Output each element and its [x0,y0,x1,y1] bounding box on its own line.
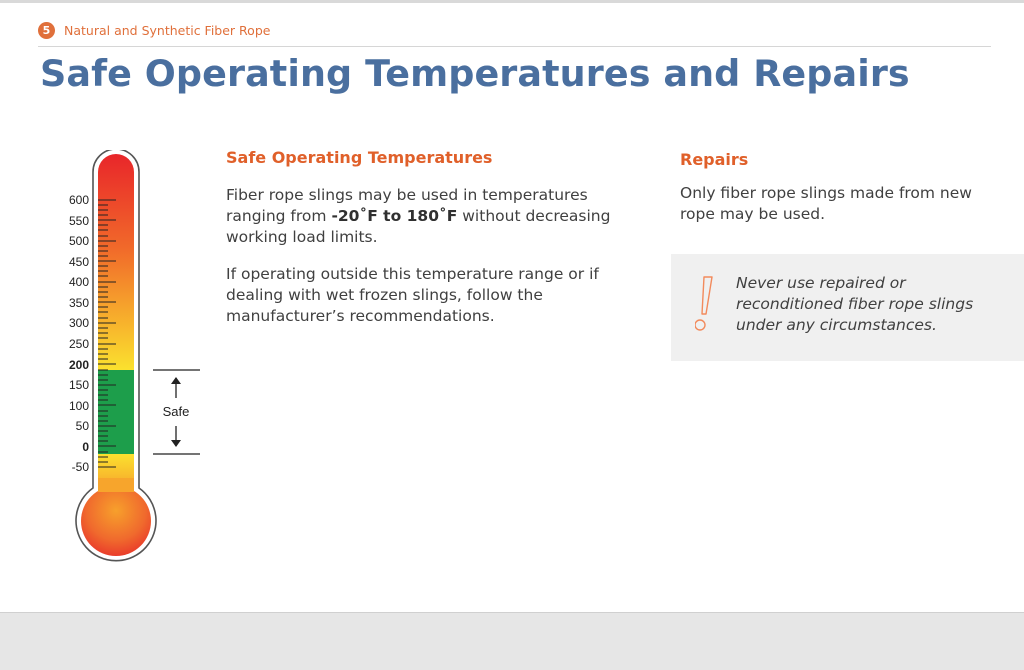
temperature-range: -20˚F to 180˚F [331,207,458,225]
exclamation-icon [695,276,715,336]
repairs-section [680,150,1000,225]
header-divider [38,46,991,47]
breadcrumb [38,21,270,39]
breadcrumb-label: Natural and Synthetic Fiber Rope [64,22,271,38]
tick-label: 500 [68,234,89,248]
safe-label: Safe [162,404,190,419]
temperature-range-paragraph: Fiber rope slings may be used in temperatures ranging from -20˚F to 180˚F without decreasing working load limits. [226,186,611,246]
repairs-paragraph: Only fiber rope slings made from new rope may be used. [680,184,972,223]
repairs-heading: Repairs [680,150,749,169]
tick-label: -50 [71,460,89,474]
tick-label: 250 [68,337,89,351]
arrow-up-icon [171,377,181,384]
tick-label: 600 [68,193,89,207]
tick-label: 100 [68,399,89,413]
tick-label: 150 [68,378,89,392]
section-number-badge: 5 [38,22,55,39]
page-title: Safe Operating Temperatures and Repairs [40,52,910,95]
tick-label: 50 [75,419,89,433]
tick-label: 450 [68,255,89,269]
safe-temperatures-heading: Safe Operating Temperatures [226,148,493,167]
warning-text: Never use repaired or reconditioned fiber rope slings under any circumstances. [736,274,974,334]
tick-label-zero: 0 [82,440,89,454]
tick-label: 350 [68,296,89,310]
top-border [0,0,1024,3]
footer-bar [0,612,1024,670]
warning-callout [671,254,1024,361]
tick-label: 300 [68,316,89,330]
outside-range-paragraph: If operating outside this temperature range or if dealing with wet frozen slings, follow the manufacturer’s recommendations. [226,265,599,325]
tick-label-max-safe: 200 [68,358,89,372]
safe-temperatures-section [226,148,636,327]
tick-label: 550 [68,214,89,228]
thermometer-graphic [60,150,205,586]
arrow-down-icon [171,440,181,447]
tick-label: 400 [68,275,89,289]
